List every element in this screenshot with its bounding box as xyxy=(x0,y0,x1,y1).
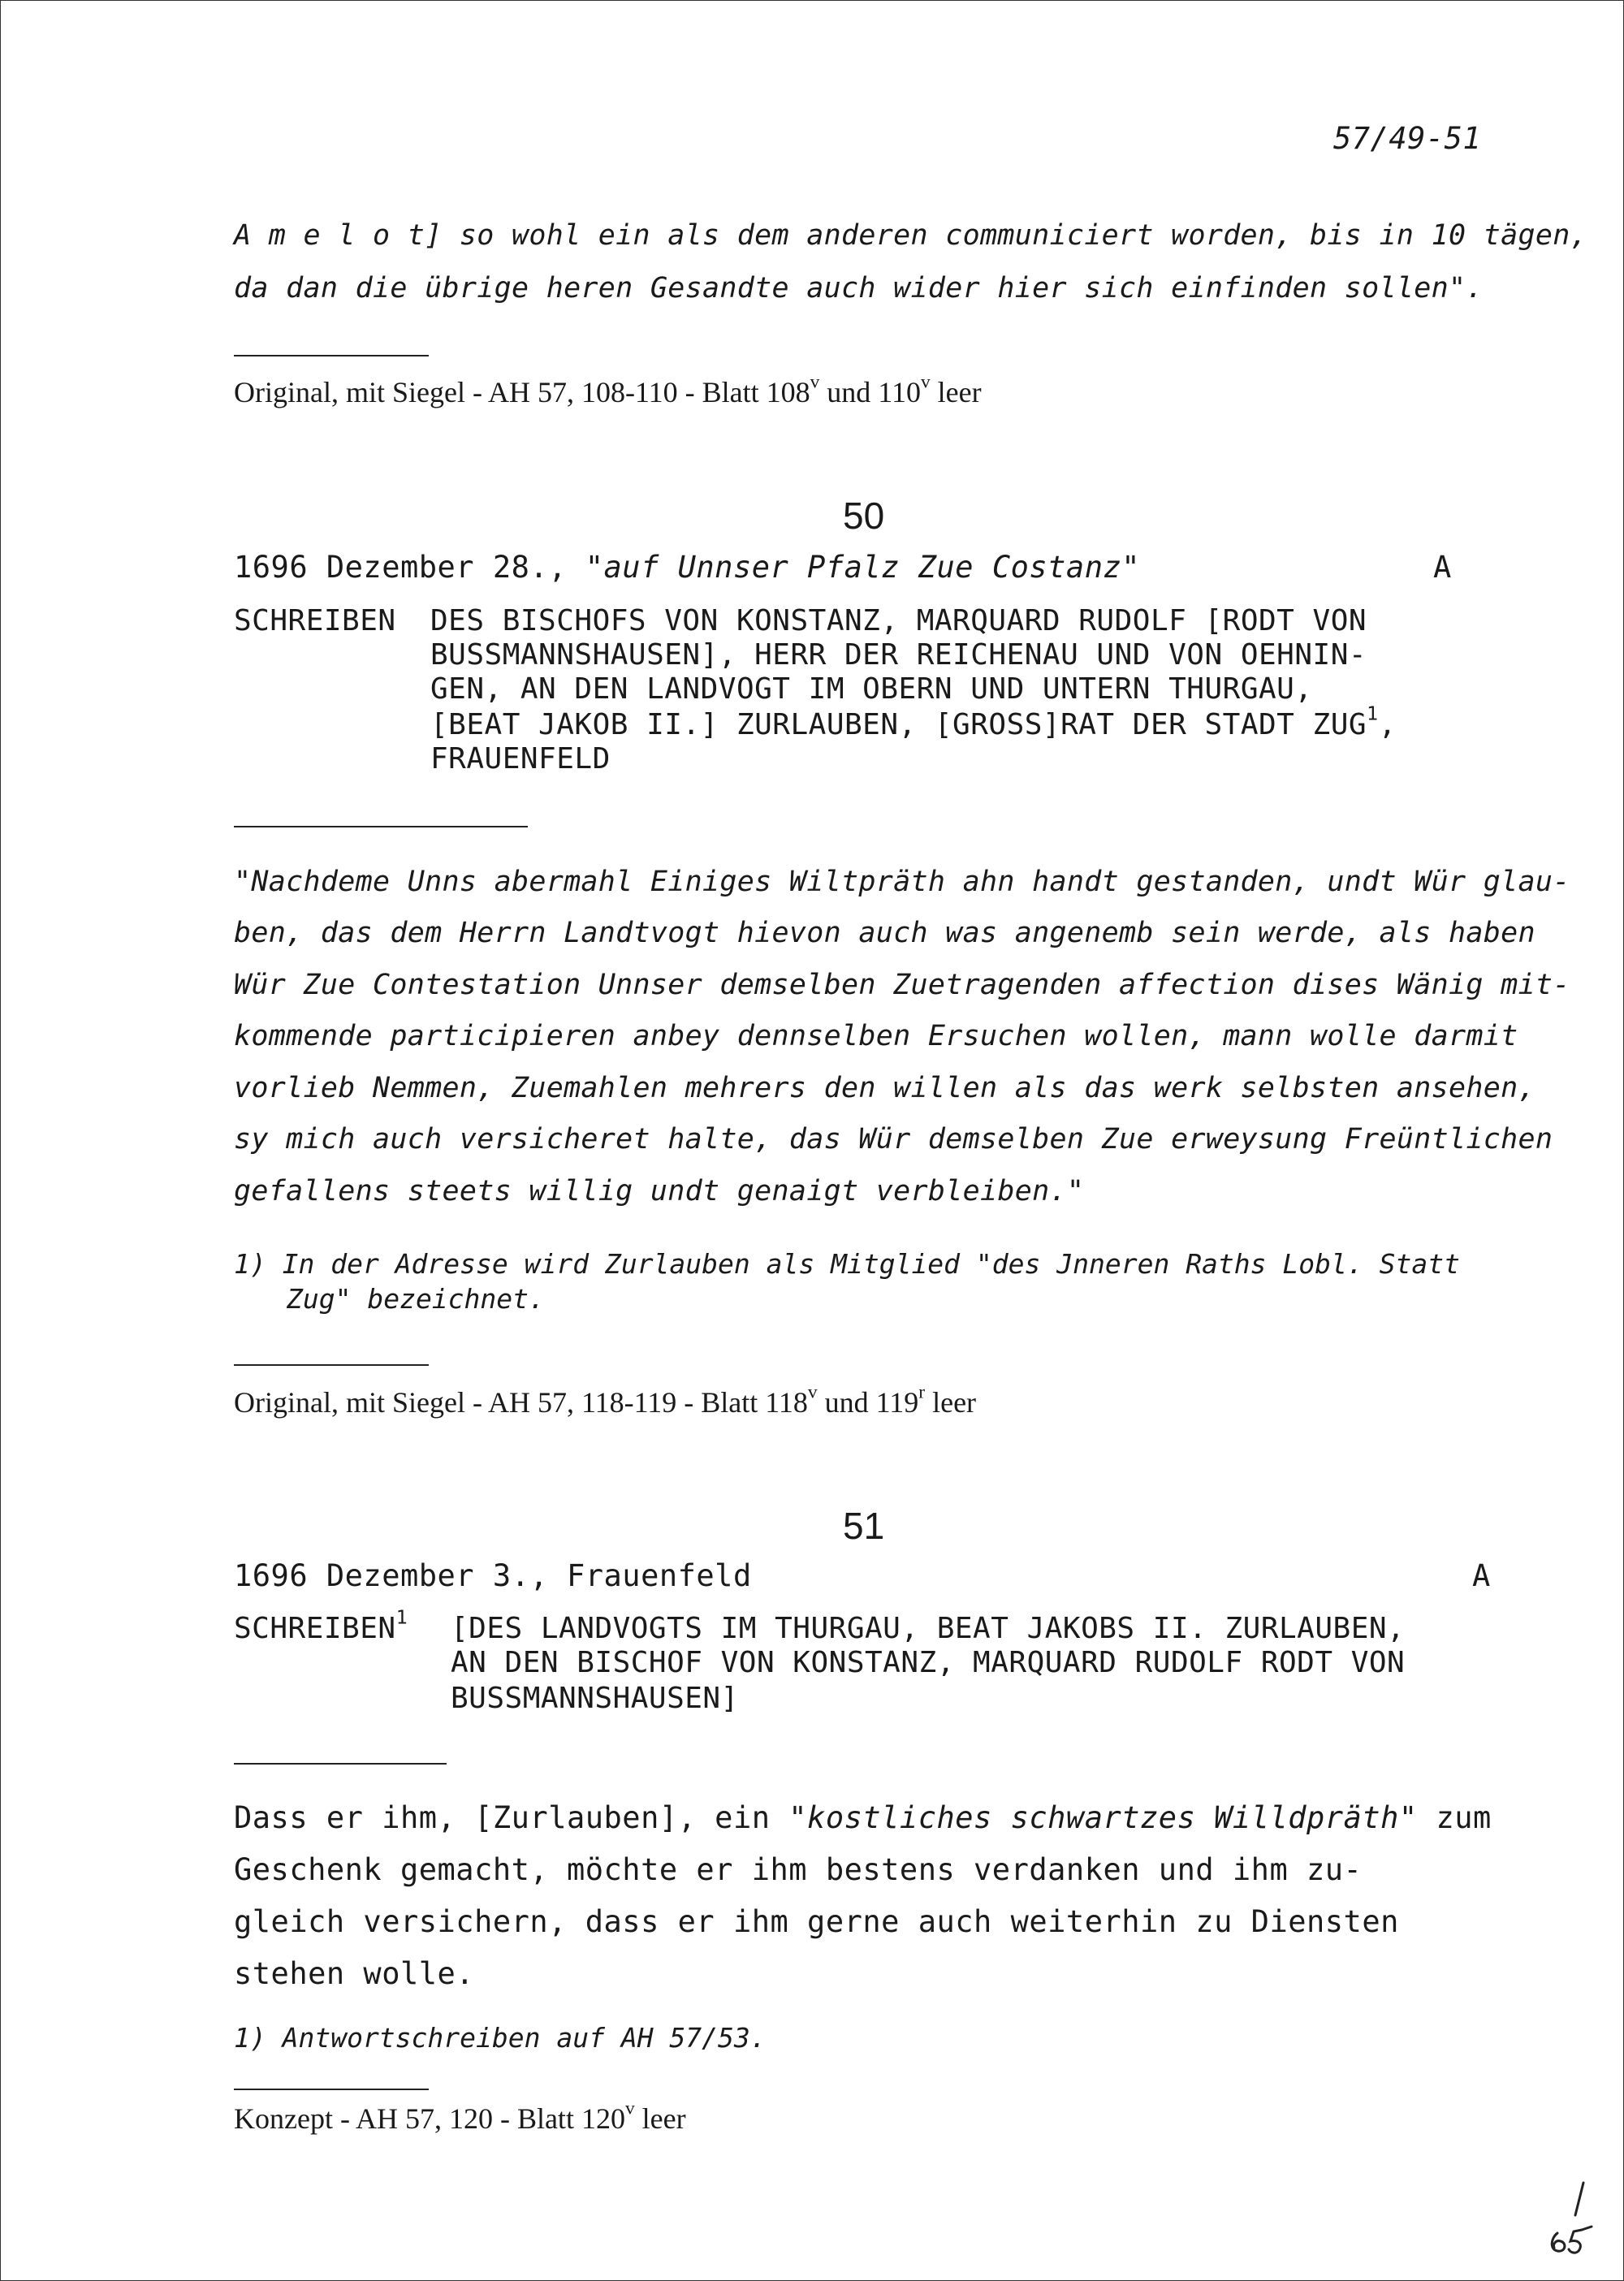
heading-line: AN DEN BISCHOF VON KONSTANZ, MARQUARD RUDOLF RODT VON xyxy=(451,1646,1406,1679)
document-type: A xyxy=(1472,1558,1491,1593)
quote-line: vorlieb Nemmen, Zuemahlen mehrers den willen als das werk selbsten ansehen, xyxy=(234,1072,1535,1104)
document-source: Original, mit Siegel - AH 57, 118-119 - Blatt 118$^v$ und 119$^r$ leer xyxy=(234,1381,977,1419)
footnote-line: 1) Antwortschreiben auf AH 57/53. xyxy=(234,2022,767,2054)
prev-doc-quote-line: A m e l o t] so wohl ein als dem anderen communiciert worden, bis in 10 tägen, xyxy=(234,219,1587,252)
heading-label: SCHREIBEN$^1$ xyxy=(234,1605,408,1645)
separator-rule xyxy=(234,2089,429,2090)
quote-line: Wür Zue Contestation Unnser demselben Zuetragenden affection dises Wänig mit- xyxy=(234,969,1570,1001)
document-number: 51 xyxy=(843,1505,885,1547)
footnote-line: 1) In der Adresse wird Zurlauben als Mitglied "des Jnneren Raths Lobl. Statt xyxy=(234,1248,1460,1280)
heading-line: [DES LANDVOGTS IM THURGAU, BEAT JAKOBS II. ZURLAUBEN, xyxy=(451,1612,1406,1645)
page-reference: 57/49-51 xyxy=(1333,121,1482,156)
heading-line: BUSSMANNSHAUSEN] xyxy=(451,1682,739,1715)
document-date-line: 1696 Dezember 3., Frauenfeld xyxy=(234,1558,752,1593)
heading-line: BUSSMANNSHAUSEN], HERR DER REICHENAU UND VON OEHNIN- xyxy=(430,638,1367,672)
prev-doc-source: Original, mit Siegel - AH 57, 108-110 - Blatt 108$^v$ und 110$^v$ leer xyxy=(234,371,982,408)
document-number: 50 xyxy=(843,495,885,537)
quote-line: gefallens steets willig undt genaigt verbleiben." xyxy=(234,1175,1085,1207)
summary-line: gleich versichern, dass er ihm gerne auch weiterhin zu Diensten xyxy=(234,1904,1399,1939)
heading-label: SCHREIBEN xyxy=(234,604,396,637)
prev-doc-quote-line: da dan die übrige heren Gesandte auch wider hier sich einfinden sollen". xyxy=(234,272,1484,305)
heading-line: DES BISCHOFS VON KONSTANZ, MARQUARD RUDOLF [RODT VON xyxy=(430,604,1367,637)
quote-line: sy mich auch versicheret halte, das Wür demselben Zue erweysung Freüntlichen xyxy=(234,1123,1553,1156)
heading-line: FRAUENFELD xyxy=(430,742,611,775)
document-date-line: 1696 Dezember 28., "auf Unnser Pfalz Zue Costanz" xyxy=(234,550,1141,585)
summary-line: Geschenk gemacht, möchte er ihm bestens verdanken und ihm zu- xyxy=(234,1852,1363,1887)
summary-line: Dass er ihm, [Zurlauben], ein "kostliches schwartzes Willdpräth" zum xyxy=(234,1800,1492,1835)
separator-rule xyxy=(234,1364,429,1366)
heading-line: GEN, AN DEN LANDVOGT IM OBERN UND UNTERN THURGAU, xyxy=(430,672,1313,706)
summary-line: stehen wolle. xyxy=(234,1956,475,1991)
quote-line: "Nachdeme Unns abermahl Einiges Wiltpräth ahn handt gestanden, undt Wür glau- xyxy=(234,866,1570,898)
footnote-line: Zug" bezeichnet. xyxy=(287,1283,545,1315)
handwritten-page-mark xyxy=(1543,2176,1608,2266)
quote-line: ben, das dem Herrn Landtvogt hievon auch was angenemb sein werde, als haben xyxy=(234,917,1535,949)
document-type: A xyxy=(1433,550,1452,585)
quote-line: kommende participieren anbey dennselben Ersuchen wollen, mann wolle darmit xyxy=(234,1020,1518,1052)
document-source: Konzept - AH 57, 120 - Blatt 120$^v$ leer xyxy=(234,2097,686,2135)
separator-rule xyxy=(234,826,528,827)
heading-line: [BEAT JAKOB II.] ZURLAUBEN, [GROSS]RAT DER STADT ZUG$^1$, xyxy=(430,702,1397,741)
separator-rule xyxy=(234,355,429,356)
separator-rule xyxy=(234,1763,447,1765)
